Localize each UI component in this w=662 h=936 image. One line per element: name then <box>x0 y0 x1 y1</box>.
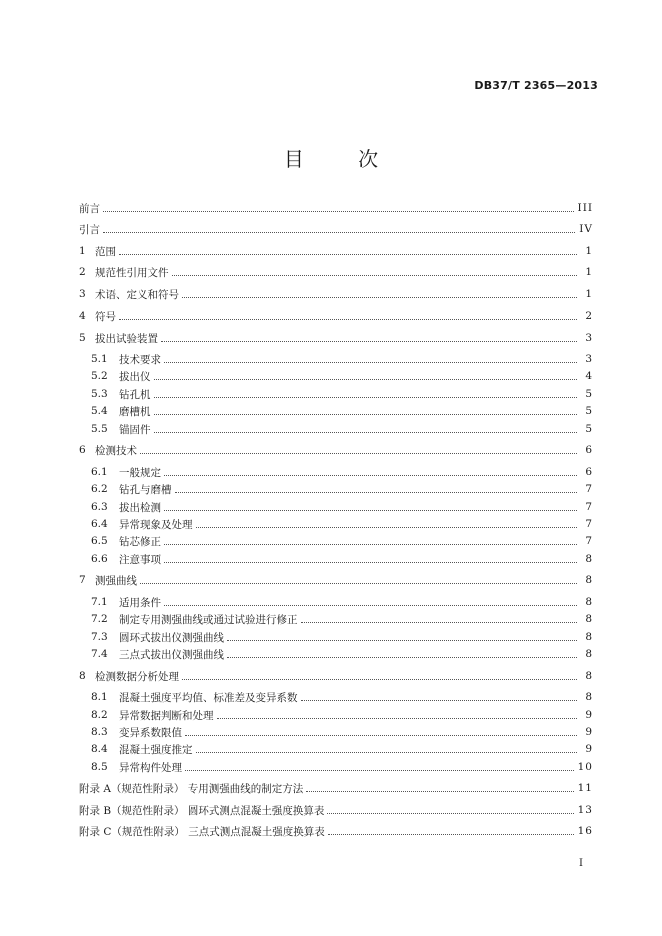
toc-entry-label: 符号 <box>95 310 116 323</box>
toc-entry-label: 异常构件处理 <box>119 761 182 774</box>
dot-leader <box>328 833 574 835</box>
toc-entry-number: 7.2 <box>91 613 108 625</box>
dot-leader <box>164 361 577 363</box>
dot-leader <box>217 717 578 719</box>
toc-entry-label: 拔出试验装置 <box>95 332 158 345</box>
dot-leader <box>103 210 574 212</box>
toc-entry-label: 制定专用测强曲线或通过试验进行修正 <box>119 613 298 626</box>
toc-entry-number: 6.2 <box>91 483 108 495</box>
toc-entry-label: 一般规定 <box>119 466 161 479</box>
toc-entry[interactable] <box>91 550 593 568</box>
dot-leader <box>140 452 577 454</box>
toc-entry-label: 变异系数限值 <box>119 726 182 739</box>
toc-entry-page: 9 <box>585 743 593 755</box>
toc-entry-number: 6.6 <box>91 553 108 565</box>
dot-leader <box>327 812 573 814</box>
toc-entry-label: 钻孔与磨槽 <box>119 483 172 496</box>
toc-entry-page: 3 <box>585 332 593 344</box>
toc-entry-number: 7.3 <box>91 631 108 643</box>
toc-entry[interactable] <box>79 329 593 347</box>
toc-entry[interactable] <box>91 628 593 646</box>
toc-entry[interactable] <box>91 723 593 741</box>
toc-entry-page: 5 <box>585 388 593 400</box>
toc-entry[interactable] <box>91 610 593 628</box>
dot-leader <box>182 678 577 680</box>
dot-leader <box>164 604 577 606</box>
toc-entry-label: 适用条件 <box>119 596 161 609</box>
toc-entry-page: 1 <box>585 288 593 300</box>
dot-leader <box>301 621 578 623</box>
toc-entry-number: 8.1 <box>91 691 108 703</box>
toc-entry-number: 8.2 <box>91 709 108 721</box>
toc-entry-page: IV <box>579 223 593 235</box>
toc-entry-page: 8 <box>585 691 593 703</box>
toc-entry-label: 注意事项 <box>119 553 161 566</box>
toc-entry-page: 8 <box>585 553 593 565</box>
toc-entry[interactable] <box>79 667 593 685</box>
toc-entry[interactable] <box>91 350 593 368</box>
dot-leader <box>164 509 577 511</box>
toc-entry[interactable] <box>79 822 593 840</box>
dot-leader <box>154 378 578 380</box>
toc-entry-page: 7 <box>585 501 593 513</box>
dot-leader <box>154 431 578 433</box>
toc-entry[interactable] <box>79 307 593 325</box>
dot-leader <box>227 639 577 641</box>
toc-entry-number: 8.5 <box>91 761 108 773</box>
dot-leader <box>185 769 574 771</box>
toc-entry-page: 8 <box>585 574 593 586</box>
toc-entry[interactable] <box>79 242 593 260</box>
toc-entry-page: 7 <box>585 518 593 530</box>
dot-leader <box>172 274 578 276</box>
toc-entry-number: 5 <box>79 332 86 344</box>
toc-entry-label: 附录 C（规范性附录） 三点式测点混凝土强度换算表 <box>79 825 325 838</box>
toc-entry[interactable] <box>91 758 593 776</box>
toc-entry-number: 6.1 <box>91 466 108 478</box>
dot-leader <box>182 296 577 298</box>
toc-entry[interactable] <box>79 220 593 238</box>
dot-leader <box>119 253 577 255</box>
toc-entry[interactable] <box>91 420 593 438</box>
toc-entry-page: 3 <box>585 353 593 365</box>
toc-entry-page: 8 <box>585 613 593 625</box>
dot-leader <box>185 734 577 736</box>
toc-entry-number: 6 <box>79 444 86 456</box>
toc-entry-label: 锚固件 <box>119 423 151 436</box>
dot-leader <box>196 751 578 753</box>
toc-entry[interactable] <box>91 740 593 758</box>
toc-entry-label: 引言 <box>79 223 100 236</box>
page-title: 目 次 <box>283 147 403 171</box>
dot-leader <box>196 526 578 528</box>
toc-entry-page: 1 <box>585 245 593 257</box>
toc-entry[interactable] <box>91 706 593 724</box>
toc-entry-number: 6.4 <box>91 518 108 530</box>
toc-entry[interactable] <box>91 367 593 385</box>
toc-entry[interactable] <box>91 498 593 516</box>
dot-leader <box>154 413 578 415</box>
toc-entry[interactable] <box>91 645 593 663</box>
toc-entry[interactable] <box>91 593 593 611</box>
toc-entry-label: 附录 B（规范性附录） 圆环式测点混凝土强度换算表 <box>79 804 325 817</box>
toc-entry-label: 圆环式拔出仪测强曲线 <box>119 631 224 644</box>
toc-entry-number: 8.4 <box>91 743 108 755</box>
dot-leader <box>227 656 577 658</box>
toc-entry-number: 8.3 <box>91 726 108 738</box>
toc-entry-label: 检测技术 <box>95 444 137 457</box>
toc-entry-page: 6 <box>585 444 593 456</box>
toc-entry-page: 13 <box>577 804 593 816</box>
toc-entry-label: 术语、定义和符号 <box>95 288 179 301</box>
toc-entry-label: 测强曲线 <box>95 574 137 587</box>
dot-leader <box>301 699 578 701</box>
toc-entry[interactable] <box>79 441 593 459</box>
dot-leader <box>306 790 573 792</box>
toc-entry[interactable] <box>79 801 593 819</box>
toc-entry-label: 拔出仪 <box>119 370 151 383</box>
toc-entry-page: III <box>577 202 593 214</box>
dot-leader <box>103 231 575 233</box>
toc-entry-page: 2 <box>585 310 593 322</box>
dot-leader <box>161 340 577 342</box>
toc-entry-page: 8 <box>585 648 593 660</box>
toc-entry-number: 7.4 <box>91 648 108 660</box>
toc-entry-page: 1 <box>585 266 593 278</box>
toc-entry[interactable] <box>91 463 593 481</box>
toc-entry-label: 异常现象及处理 <box>119 518 193 531</box>
toc-entry-page: 10 <box>577 761 593 773</box>
toc-entry[interactable] <box>79 285 593 303</box>
toc-entry-label: 混凝土强度推定 <box>119 743 193 756</box>
toc-entry-number: 5.3 <box>91 388 108 400</box>
document-code: DB37/T 2365—2013 <box>474 79 598 92</box>
toc-entry[interactable] <box>91 480 593 498</box>
dot-leader <box>175 491 578 493</box>
toc-entry[interactable] <box>91 385 593 403</box>
toc-entry[interactable] <box>79 571 593 589</box>
toc-entry-page: 4 <box>585 370 593 382</box>
toc-entry-number: 2 <box>79 266 86 278</box>
toc-entry-label: 钻芯修正 <box>119 535 161 548</box>
toc-entry-number: 4 <box>79 310 86 322</box>
toc-entry-label: 前言 <box>79 202 100 215</box>
toc-entry-number: 5.2 <box>91 370 108 382</box>
toc-entry-number: 5.4 <box>91 405 108 417</box>
dot-leader <box>164 543 577 545</box>
toc-entry-label: 混凝土强度平均值、标准差及变异系数 <box>119 691 298 704</box>
toc-entry-page: 7 <box>585 535 593 547</box>
toc-entry-page: 5 <box>585 405 593 417</box>
toc-entry-page: 11 <box>577 782 593 794</box>
toc-entry[interactable] <box>91 532 593 550</box>
toc-entry-label: 技术要求 <box>119 353 161 366</box>
toc-entry[interactable] <box>91 688 593 706</box>
toc-entry-number: 3 <box>79 288 86 300</box>
toc-entry-number: 6.3 <box>91 501 108 513</box>
toc-entry-page: 16 <box>577 825 593 837</box>
toc-entry-label: 磨槽机 <box>119 405 151 418</box>
toc-entry-number: 5.5 <box>91 423 108 435</box>
toc-entry-label: 异常数据判断和处理 <box>119 709 214 722</box>
toc-entry[interactable] <box>79 263 593 281</box>
toc-entry-page: 7 <box>585 483 593 495</box>
toc-entry-number: 7 <box>79 574 86 586</box>
toc-entry-label: 钻孔机 <box>119 388 151 401</box>
toc-entry-label: 三点式拔出仪测强曲线 <box>119 648 224 661</box>
toc-entry[interactable] <box>91 515 593 533</box>
toc-entry-page: 5 <box>585 423 593 435</box>
toc-entry-number: 1 <box>79 245 86 257</box>
toc-entry-label: 检测数据分析处理 <box>95 670 179 683</box>
toc-entry-label: 附录 A（规范性附录） 专用测强曲线的制定方法 <box>79 782 304 795</box>
toc-entry-label: 拔出检测 <box>119 501 161 514</box>
toc-entry[interactable] <box>79 199 593 217</box>
toc-entry-page: 6 <box>585 466 593 478</box>
dot-leader <box>140 582 577 584</box>
toc-entry-number: 6.5 <box>91 535 108 547</box>
dot-leader <box>154 396 578 398</box>
dot-leader <box>119 318 577 320</box>
toc-entry-page: 8 <box>585 670 593 682</box>
toc-entry-label: 范围 <box>95 245 116 258</box>
toc-entry-page: 8 <box>585 631 593 643</box>
toc-entry-label: 规范性引用文件 <box>95 266 169 279</box>
toc-entry[interactable] <box>91 402 593 420</box>
toc-entry-number: 8 <box>79 670 86 682</box>
toc-entry-page: 9 <box>585 709 593 721</box>
toc-entry-page: 9 <box>585 726 593 738</box>
dot-leader <box>164 561 577 563</box>
toc-entry-number: 7.1 <box>91 596 108 608</box>
dot-leader <box>164 474 577 476</box>
page-number: I <box>579 858 583 869</box>
toc-entry[interactable] <box>79 779 593 797</box>
toc-entry-page: 8 <box>585 596 593 608</box>
toc-entry-number: 5.1 <box>91 353 108 365</box>
